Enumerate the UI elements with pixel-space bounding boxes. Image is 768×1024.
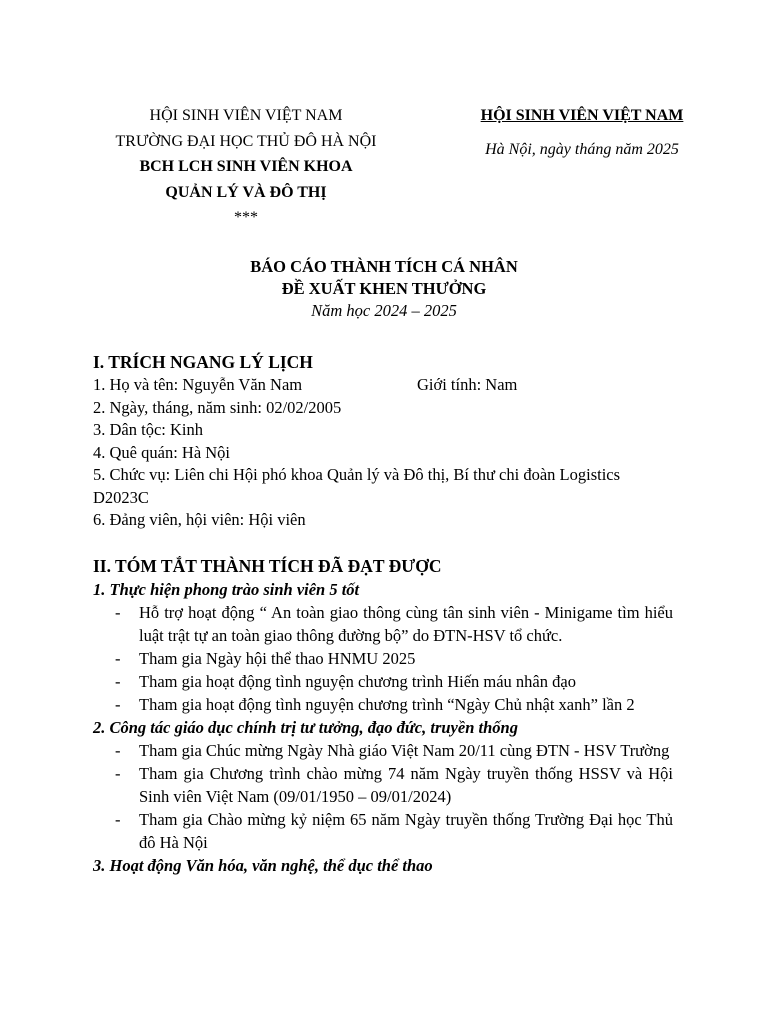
info-name: 1. Họ và tên: Nguyễn Văn Nam <box>93 375 303 394</box>
info-ethnicity: 3. Dân tộc: Kinh <box>93 420 203 439</box>
header-faculty: QUẢN LÝ VÀ ĐÔ THỊ <box>165 183 327 201</box>
header-org: HỘI SINH VIÊN VIỆT NAM <box>149 107 343 124</box>
section-1-heading: I. TRÍCH NGANG LÝ LỊCH <box>93 352 313 372</box>
list-item: - Hỗ trợ hoạt động “ An toàn giao thông cùng tân sinh viên - Minigame tìm hiểu luật trật tự an toàn giao thông đường bộ” do ĐTN-HSV tổ chức. <box>115 602 673 645</box>
header-date: Hà Nội, ngày tháng năm 2025 <box>485 141 679 158</box>
header-school: TRƯỜNG ĐẠI HỌC THỦ ĐÔ HÀ NỘI <box>115 132 377 150</box>
bullet-dash: - <box>115 671 121 691</box>
subsection-2-heading: 2. Công tác giáo dục chính trị tư tưởng, đạo đức, truyền thống <box>93 717 518 737</box>
document-body <box>93 350 673 877</box>
info-membership: 6. Đảng viên, hội viên: Hội viên <box>93 510 306 529</box>
info-birth: 2. Ngày, tháng, năm sinh: 02/02/2005 <box>93 397 342 417</box>
bullet-dash: - <box>115 740 121 760</box>
bullet-dash: - <box>115 648 121 668</box>
info-hometown: 4. Quê quán: Hà Nội <box>93 442 231 462</box>
subsection-1-heading: 1. Thực hiện phong trào sinh viên 5 tốt <box>93 579 360 599</box>
subsection-2-list <box>93 739 673 854</box>
list-item: - Tham gia Ngày hội thể thao HNMU 2025 <box>115 648 416 668</box>
header-left <box>94 103 398 231</box>
header-separator: *** <box>234 209 258 226</box>
title-year: Năm học 2024 – 2025 <box>311 301 457 320</box>
list-item: - Tham gia Chúc mừng Ngày Nhà giáo Việt Nam 20/11 cùng ĐTN - HSV Trường <box>115 740 670 760</box>
list-item: - Tham gia hoạt động tình nguyện chương trình Hiến máu nhân đạo <box>115 671 576 691</box>
section-gap <box>93 532 673 554</box>
bullet-dash: - <box>115 694 121 714</box>
subsection-3-heading: 3. Hoạt động Văn hóa, văn nghệ, thể dục thể thao <box>93 855 433 875</box>
title-line-2: ĐỀ XUẤT KHEN THƯỞNG <box>281 279 487 298</box>
info-name-row <box>93 374 673 397</box>
info-position: 5. Chức vụ: Liên chi Hội phó khoa Quản lý và Đô thị, Bí thư chi đoàn Logistics D2023C <box>93 465 621 507</box>
list-item: - Tham gia Chào mừng kỷ niệm 65 năm Ngày truyền thống Trường Đại học Thủ đô Hà Nội <box>115 809 673 852</box>
header-committee: BCH LCH SINH VIÊN KHOA <box>139 158 353 175</box>
bullet-dash: - <box>115 763 121 783</box>
header-right-org: HỘI SINH VIÊN VIỆT NAM <box>480 107 684 124</box>
section-2-heading: II. TÓM TẮT THÀNH TÍCH ĐÃ ĐẠT ĐƯỢC <box>93 555 442 576</box>
list-item: - Tham gia hoạt động tình nguyện chương trình “Ngày Chủ nhật xanh” lần 2 <box>115 694 635 714</box>
bullet-dash: - <box>115 809 121 829</box>
title-line-1: BÁO CÁO THÀNH TÍCH CÁ NHÂN <box>250 257 518 276</box>
bullet-dash: - <box>115 602 121 622</box>
document-title <box>0 256 768 322</box>
list-item: - Tham gia Chương trình chào mừng 74 năm Ngày truyền thống HSSV và Hội Sinh viên Việt Nam (09/01/1950 – 09/01/2024) <box>115 763 673 806</box>
info-gender: Giới tính: Nam <box>417 375 518 394</box>
header-right <box>466 103 698 162</box>
subsection-1-list <box>93 601 673 716</box>
